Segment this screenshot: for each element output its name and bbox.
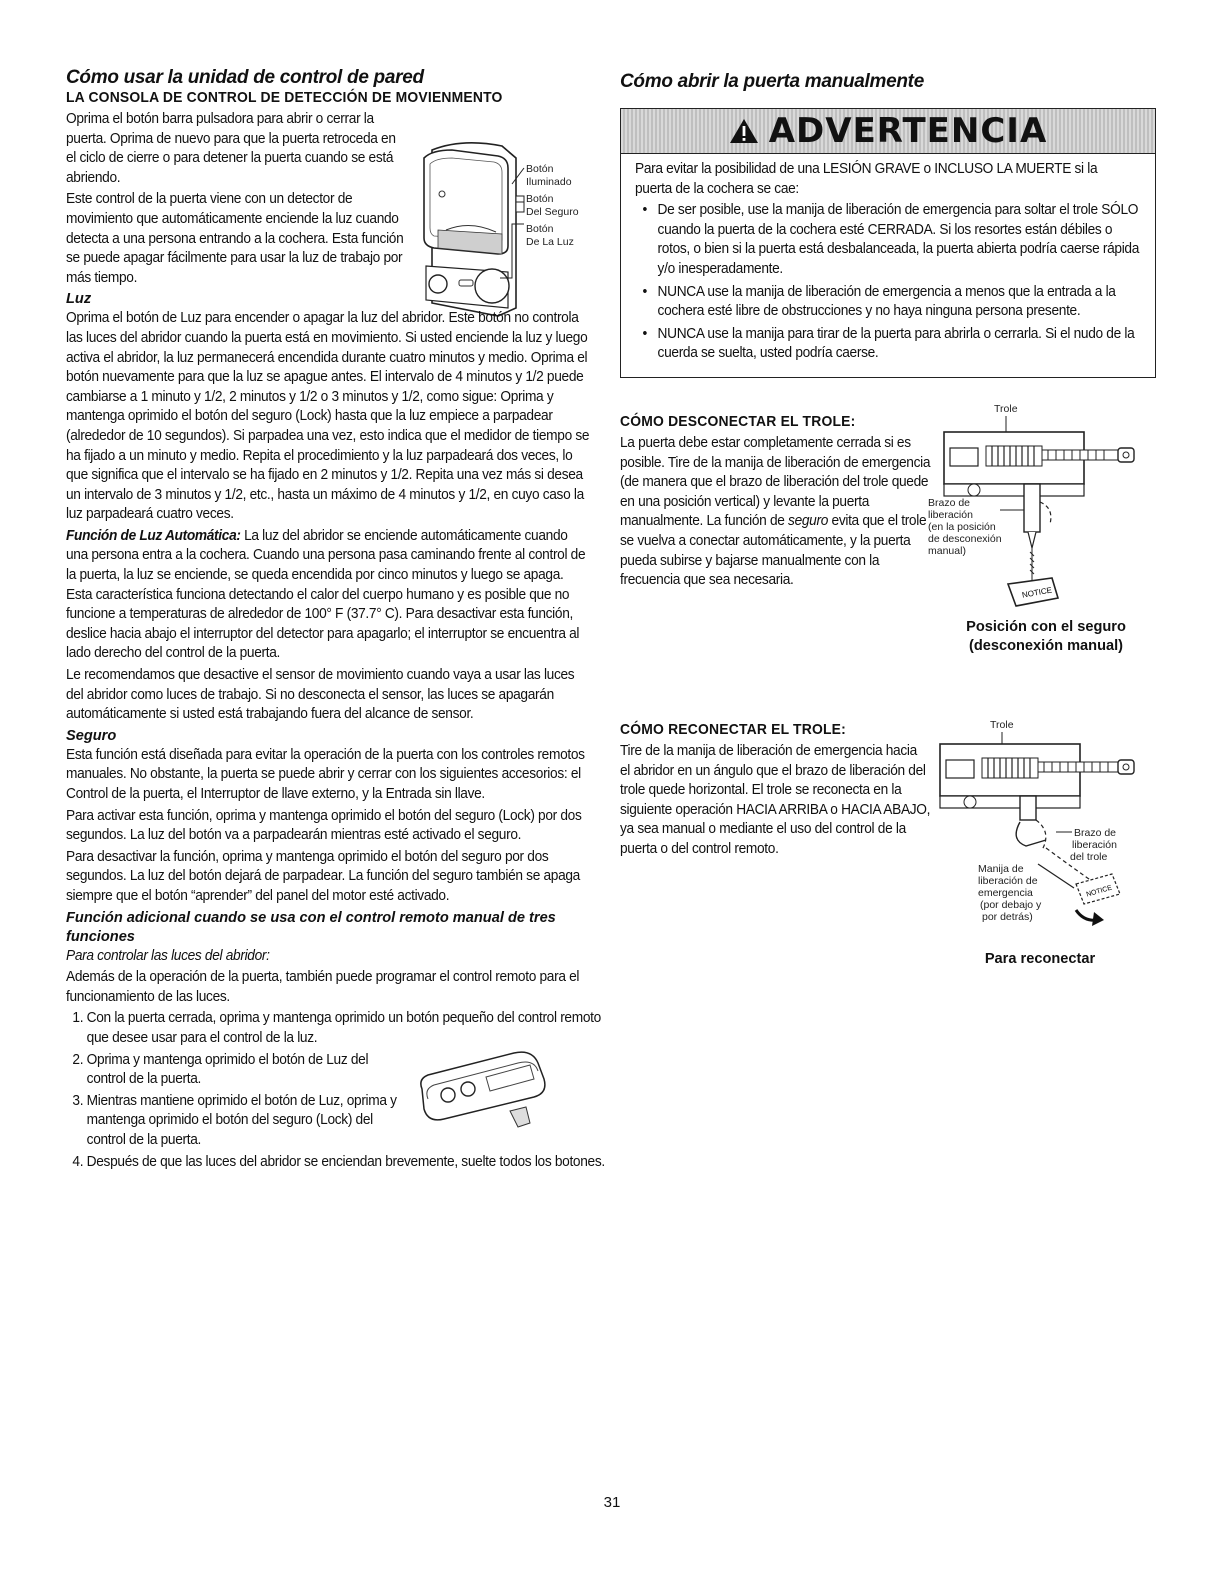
- paragraph-extra: Además de la operación de la puerta, también puede programar el control remoto para el funcionamiento de las luces.: [66, 969, 580, 1005]
- wall-control-block: [66, 110, 592, 288]
- paragraph-luz: Oprima el botón de Luz para encender o apagar la luz del abridor. Este botón no controla las luces del abridor cuando la puerta está en movimiento. Si usted enciende la luz y luego activa el abridor, la luz permanecerá encendida durante cuatro minutos y medio. Oprima el botón nuevamente para que la luz se apague antes. El intervalo de 4 minutos y 1/2 puede cambiarse a 1 minuto y 1/2, 2 minutos y 1/2 o 3 minutos y 1/2, como sigue: Oprima y mantenga oprimido el botón del seguro (Lock) hasta que la luz empiece a parpadear (alrededor de 10 segundos). Si parpadea una vez, esto indica que el medidor de tiempo se ha fijado a un minuto y medio. Repita el procedimiento y la luz parpadeará dos veces, lo que significa que el intervalo se ha fijado en 2 minutos y 1/2. Repita una vez más si desea un intervalo de 3 minutos y 1/2, etc., hasta un máximo de 4 minutos y 1/2, en cuyo caso la luz parpadeará cuatro veces.: [66, 310, 590, 523]
- warning-intro: Para evitar la posibilidad de una LESIÓN GRAVE o INCLUSO LA MUERTE si la puerta de la cochera se cae:: [635, 161, 1098, 197]
- text-disconnect-b: evita que el trole se vuelva a conectar automáticamente, y la puerta pueda subirse y bajarse manualmente con la frecuencia que sea necesaria.: [620, 513, 927, 589]
- notice-tag-1: NOTICE: [1021, 585, 1053, 600]
- wall-control-text: [66, 110, 406, 288]
- label-lock-button-2: Del Seguro: [526, 206, 579, 218]
- fig1-caption-line2: (desconexión manual): [968, 637, 1124, 654]
- label-arm-2-line2: liberación: [1072, 838, 1117, 851]
- paragraph-reconnect: Tire de la manija de liberación de emergencia hacia el abridor en un ángulo que el brazo de liberación del trole quede horizontal. El trole se reconecta en la siguiente operación HACIA ARRIBA o HACIA ABAJO, ya sea manual o mediante el uso del control de la puerta o del control remoto.: [620, 742, 931, 857]
- fig2-caption: [930, 950, 1150, 969]
- warning-box: [620, 108, 1156, 378]
- trolley-disconnect-illustration: [928, 402, 1156, 612]
- heading-reconnect: CÓMO RECONECTAR EL TROLE:: [620, 721, 846, 738]
- section-heading-manual-open: Cómo abrir la puerta manualmente: [620, 71, 924, 92]
- list-item-step-1: 1. Con la puerta cerrada, oprima y mantenga oprimido un botón pequeño del control remoto que desee usar para el control de la luz.: [87, 1009, 611, 1048]
- reconnect-text: [620, 722, 930, 860]
- trolley-reconnect-illustration: [926, 714, 1156, 940]
- list-item-step-2: 2. Oprima y mantenga oprimido el botón de Luz del control de la puerta.: [87, 1051, 397, 1090]
- label-arm-1-line3: (en la posición: [928, 520, 996, 533]
- label-illuminated-button-1: Botón: [526, 163, 554, 175]
- subheading-extra-function: Función adicional cuando se usa con el control remoto manual de tres funciones: [66, 909, 556, 945]
- list-item-step-4: 4. Después de que las luces del abridor se enciendan brevemente, suelte todos los botones.: [87, 1153, 611, 1173]
- right-column: [620, 66, 1156, 982]
- label-auto-light: Función de Luz Automática:: [66, 527, 241, 544]
- label-handle-line2: liberación de: [978, 874, 1038, 887]
- label-illuminated-button-2: Iluminado: [526, 176, 572, 188]
- reconnect-section: [620, 718, 1156, 982]
- paragraph-seguro-2: Para activar esta función, oprima y mantenga oprimido el botón del seguro (Lock) por dos segundos. La luz del botón va a parpadearán mientras esté activado el seguro.: [66, 807, 582, 844]
- subtitle-control-lights: Para controlar las luces del abridor:: [66, 947, 270, 964]
- label-handle-line3: emergencia: [978, 886, 1033, 899]
- remote-control-illustration: [414, 1049, 554, 1139]
- paragraph-disconnect: [620, 434, 930, 591]
- label-arm-2-line3: del trole: [1070, 850, 1108, 863]
- label-arm-1-line1: Brazo de: [928, 496, 971, 509]
- warning-item-2: • NUNCA use la manija de liberación de emergencia a menos que la entrada a la cochera esté libre de obstrucciones y no haya ninguna persona presente.: [648, 283, 1143, 322]
- text-disconnect-em: seguro: [788, 513, 829, 530]
- warning-list: [635, 201, 1143, 364]
- warning-body: [621, 154, 1155, 377]
- subheading-seguro: Seguro: [66, 727, 117, 744]
- label-handle-line5: por detrás): [982, 910, 1033, 923]
- fig1-caption-line1: Posición con el seguro: [966, 618, 1126, 635]
- disconnect-section: [620, 402, 1156, 664]
- wall-control-illustration: [412, 138, 602, 318]
- warning-item-1: • De ser posible, use la manija de liberación de emergencia para soltar el trole SÓLO cuando la puerta de la cochera esté CERRADA. Si los resortes están débiles o rotos, o bien si la puerta está desbalanceada, la puerta abierta podría caerse rápida y/o inesperadamente.: [648, 201, 1143, 279]
- warning-title: ADVERTENCIA: [768, 111, 1048, 151]
- warning-banner: [621, 109, 1155, 154]
- notice-tag-2: NOTICE: [1085, 884, 1113, 899]
- text-auto-light: La luz del abridor se enciende automáticamente cuando una persona entra a la cochera. Cuando una persona pasa caminando frente al control de la puerta, la luz se enciende, se queda encendida por cinco minutos y luego se apaga. Esta característica funciona detectando el calor del cuerpo humano y es posible que no funcione a temperaturas de alrededor de 100° F (37.7° C). Para desactivar esta función, deslice hacia abajo el interruptor del detector para apagarlo; el interruptor se encuentra al lado derecho del control de la puerta.: [66, 527, 586, 662]
- subheading-motion-console: LA CONSOLA DE CONTROL DE DETECCIÓN DE MOVIENMENTO: [66, 90, 503, 106]
- disconnect-text: [620, 414, 930, 591]
- label-trole-2: Trole: [990, 718, 1014, 731]
- text-disconnect-a: La puerta debe estar completamente cerrada si es posible. Tire de la manija de liberación de emergencia (de manera que el brazo de liberación del trole quede en una posición vertical) y levante la puerta manualmente. La función de: [620, 434, 931, 530]
- subheading-luz: Luz: [66, 291, 92, 308]
- fig1-caption: [936, 618, 1156, 656]
- left-column: [66, 66, 605, 1174]
- label-handle-line4: (por debajo y: [980, 898, 1042, 911]
- section-heading-wall-control: Cómo usar la unidad de control de pared: [66, 67, 424, 88]
- label-lock-button-1: Botón: [526, 193, 554, 205]
- label-arm-1-line4: de desconexión: [928, 532, 1002, 545]
- paragraph-seguro-1: Esta función está diseñada para evitar la operación de la puerta con los controles remotos manuales. No obstante, la puerta se puede abrir y cerrar con los siguientes accesorios: el Control de la puerta, el Interruptor de llave externo, y la Entrada sin llave.: [66, 746, 585, 802]
- paragraph-motion-detector: Este control de la puerta viene con un detector de movimiento que automáticamente enciende la luz cuando detecta a una persona entrando a la cochera. Esta función se puede apagar fácilmente para usar la luz de trabajo por más tiempo.: [66, 191, 404, 286]
- page-number: 31: [603, 1494, 621, 1511]
- warning-item-3: • NUNCA use la manija para tirar de la puerta para abrirla o cerrarla. Si el nudo de la cuerda se suelta, usted podría caerse.: [648, 325, 1143, 364]
- label-trole-1: Trole: [994, 402, 1018, 415]
- label-arm-1-line2: liberación: [928, 508, 973, 521]
- steps-block: [66, 1009, 605, 1172]
- warning-triangle-icon: [729, 117, 759, 145]
- label-arm-1-line5: manual): [928, 544, 966, 557]
- label-arm-2-line1: Brazo de: [1074, 826, 1117, 839]
- label-handle-line1: Manija de: [978, 862, 1024, 875]
- label-light-button-2: De La Luz: [526, 236, 574, 248]
- fig2-caption-line: Para reconectar: [984, 950, 1096, 967]
- paragraph-seguro-3: Para desactivar la función, oprima y mantenga oprimido el botón del seguro por dos segundos. La luz del botón dejará de parpadear. La función del seguro también se apaga siempre que el botón “aprender” del panel del motor esté activado.: [66, 848, 580, 904]
- label-light-button-1: Botón: [526, 223, 554, 235]
- paragraph-push-bar: Oprima el botón barra pulsadora para abrir o cerrar la puerta. Oprima de nuevo para que la puerta retroceda en el ciclo de cierre o para detener la puerta cuando se está abriendo.: [66, 111, 396, 186]
- paragraph-recommend: Le recomendamos que desactive el sensor de movimiento cuando vaya a usar las luces del abridor como luces de trabajo. Si no desconecta el sensor, las luces se apagarán automáticamente si usted está trabajando fuera del alcance de sensor.: [66, 667, 575, 723]
- paragraph-auto-light: [66, 527, 590, 664]
- heading-disconnect: CÓMO DESCONECTAR EL TROLE:: [620, 413, 856, 430]
- list-item-step-3: 3. Mientras mantiene oprimido el botón de Luz, oprima y mantenga oprimido el botón del seguro (Lock) del control de la puerta.: [87, 1092, 397, 1151]
